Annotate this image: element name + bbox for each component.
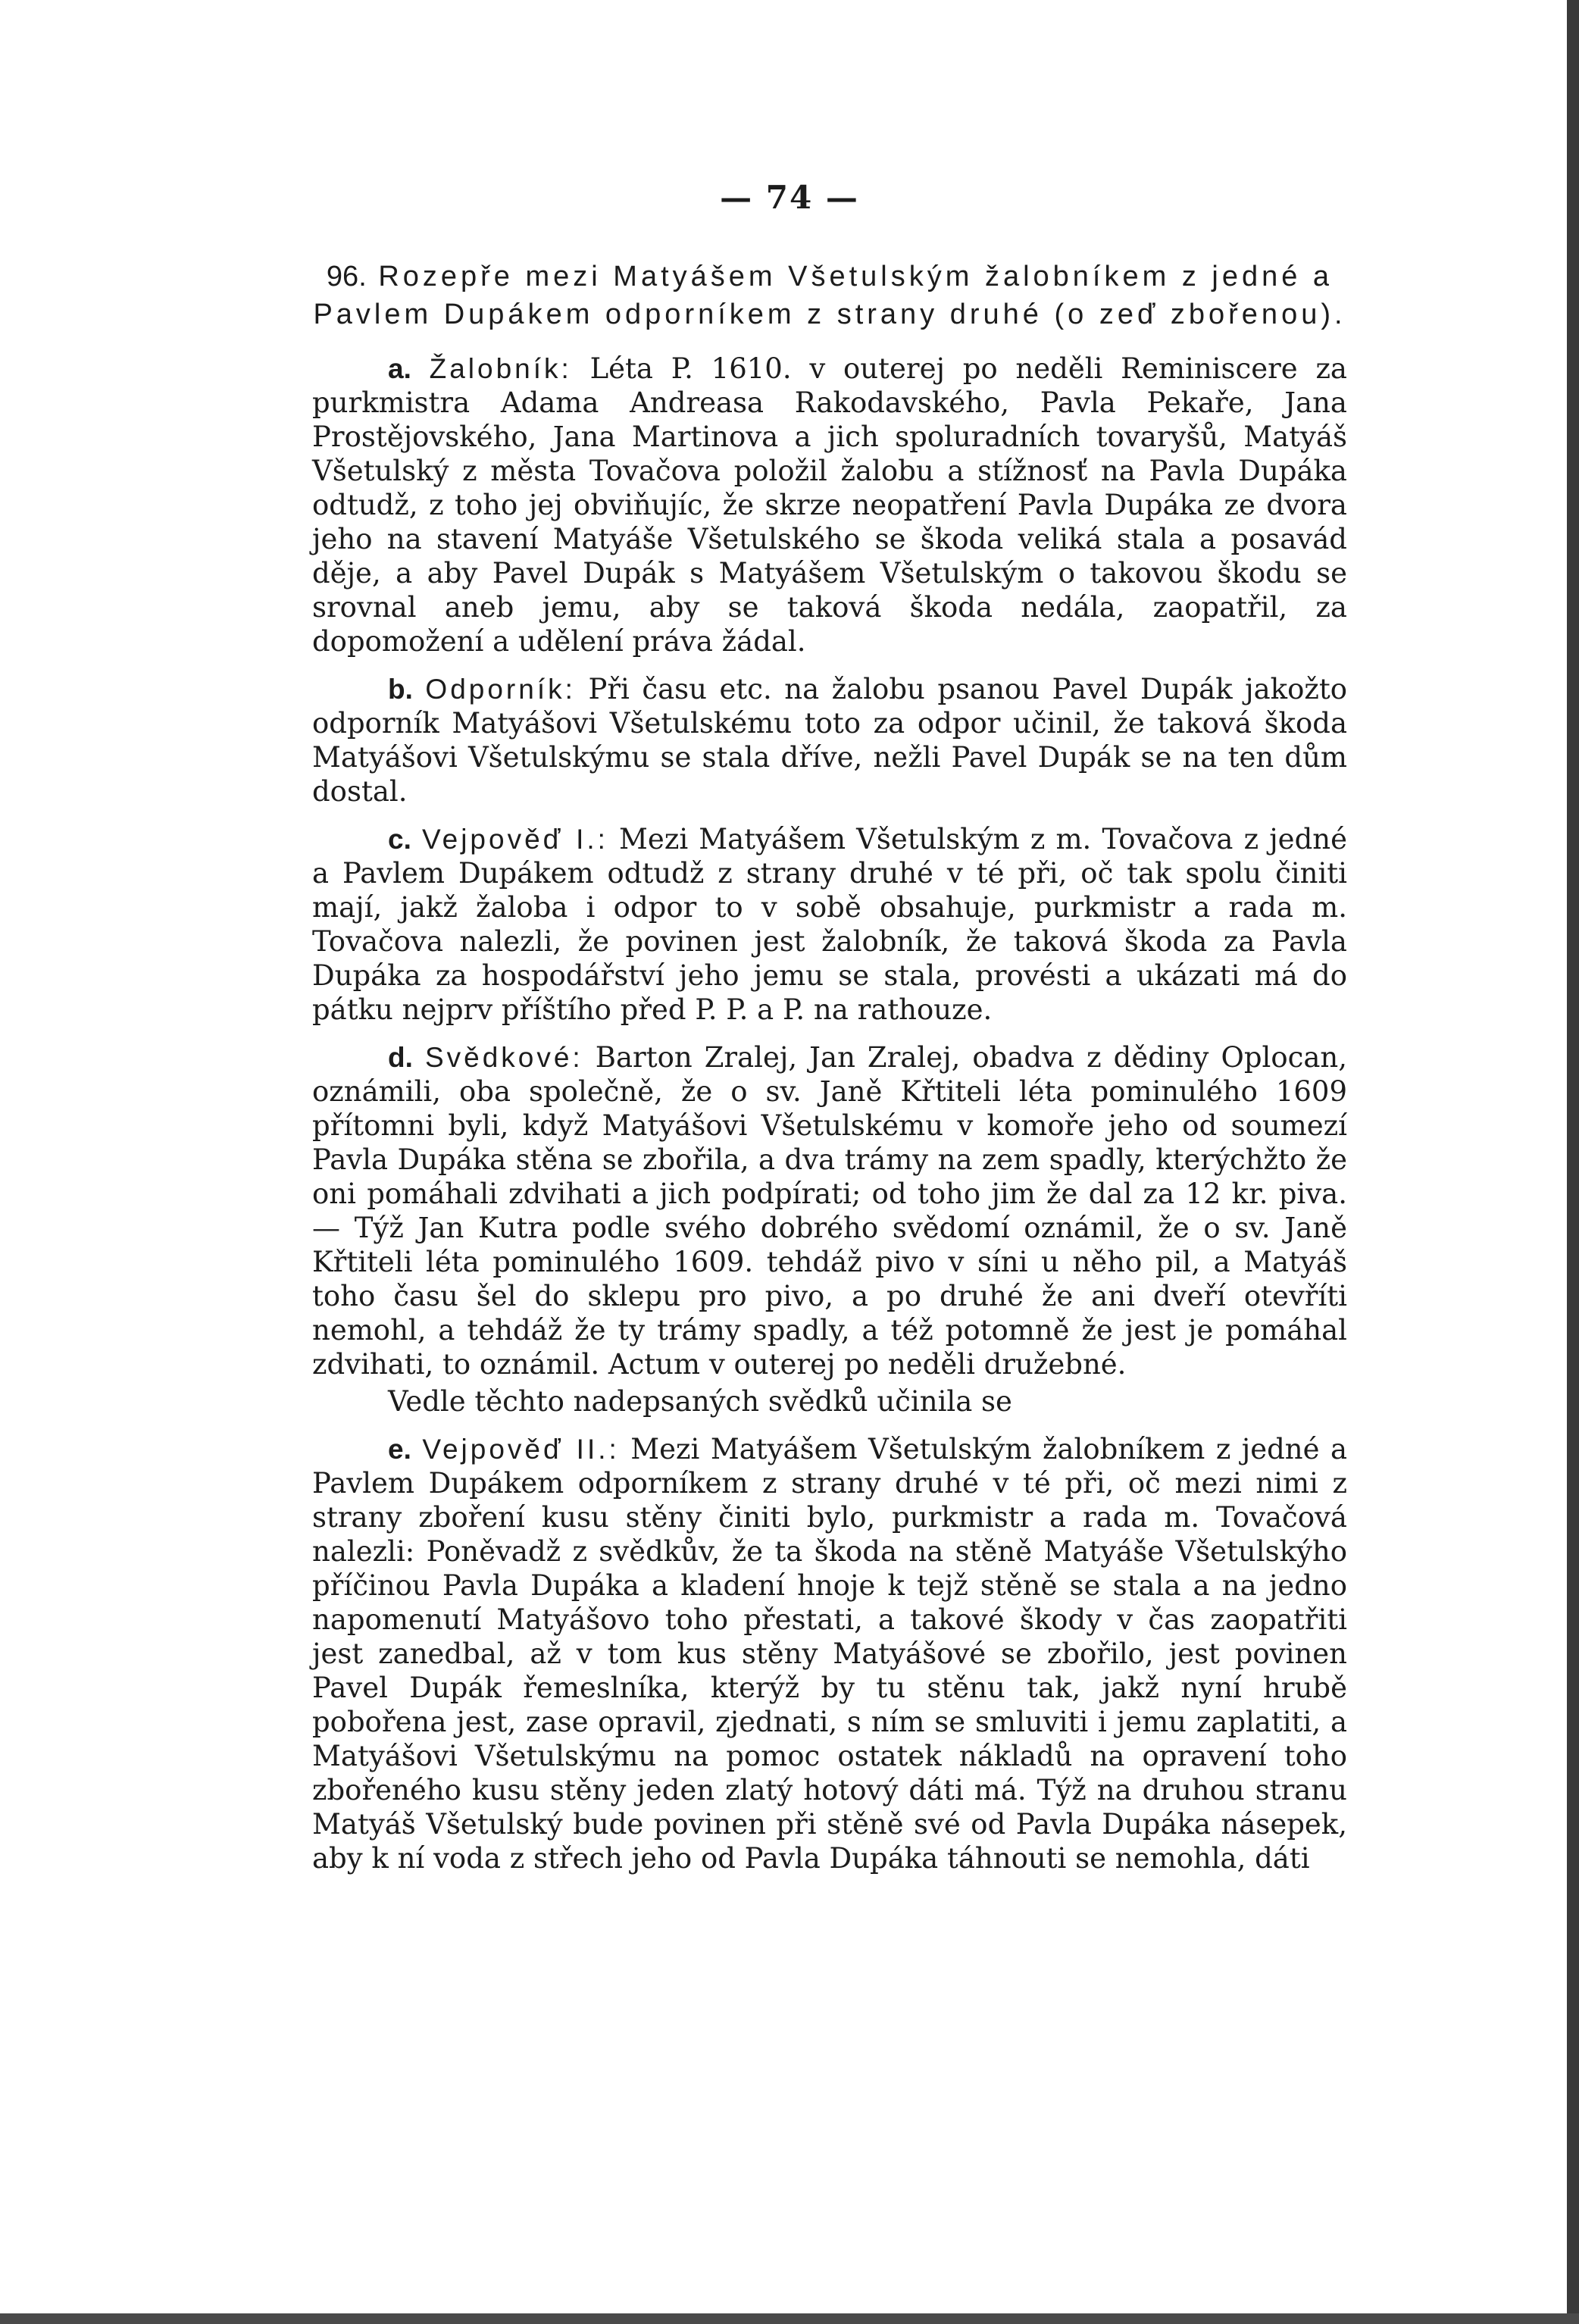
paragraph-letter: d. bbox=[388, 1042, 413, 1073]
paragraph-e bbox=[312, 1432, 1347, 1875]
paragraph-role: Vejpověď II.: bbox=[422, 1434, 620, 1465]
paragraph-role: Odporník: bbox=[425, 674, 576, 705]
paragraph-text: Mezi Matyášem Všetulským žalobníkem z jedné a Pavlem Dupákem odporníkem z strany druhé v té při, oč mezi nimi z strany zboření kusu stěny činiti bylo, purkmistr a rada m. Tovačová nalezli: Poněvadž z svědkův, že ta škoda na stěně Matyáše Všetulskýho příčinou Pavla Dupáka a kladení hnoje k tejž stěně se stala a na jedno napomenutí Matyášovo toho přestati, a takové škody v čas zaopatřiti jest zanedbal, až v tom kus stěny Matyášové se zbořilo, jest povinen Pavel Dupák řemeslníka, kterýž by tu stěnu tak, jakž nyní hrubě pobořena jest, zase opravil, zjednati, s ním se smluviti i jemu zaplatiti, a Matyášovi Všetulskýmu na pomoc ostatek nákladů na opravení toho zbořeného kusu stěny jeden zlatý hotový dáti má. Týž na druhou stranu Matyáš Všetulský bude povinen při stěně své od Pavla Dupáka násepek, aby k ní voda z střech jeho od Pavla Dupáka táhnouti se nemohla, dáti bbox=[312, 1433, 1348, 1875]
page-number: — 74 — bbox=[720, 179, 859, 216]
paragraph-text: Léta P. 1610. v outerej po neděli Reminiscere za purkmistra Adama Andreasa Rakodavského, Pavla Pekaře, Jana Prostějovského, Jana Martinova a jich spoluradních tovaryšů, Matyáš Všetulský z města Tovačova položil žalobu a stížnosť na Pavla Dupáka odtudž, z toho jej obviňujíc, že skrze neopatření Pavla Dupáka ze dvora jeho na stavení Matyáše Všetulského se škoda veliká stala a posavád děje, a aby Pavel Dupák s Matyášem Všetulským o takovou škodu se srovnal aneb jemu, aby se taková škoda nedála, zaopatřil, za dopomožení a udělení práva žádal. bbox=[312, 352, 1347, 658]
text-block bbox=[312, 258, 1347, 1889]
paragraph-c bbox=[312, 822, 1347, 1027]
paragraph-role: Svědkové: bbox=[424, 1042, 583, 1073]
paragraph-text: Při času etc. na žalobu psanou Pavel Dupák jakožto odporník Matyášovi Všetulskému toto za odpor učinil, že taková škoda Matyášovi Všetulskýmu se stala dříve, nežli Pavel Dupák se na ten dům dostal. bbox=[312, 673, 1348, 808]
paragraph-a bbox=[312, 352, 1347, 658]
paragraph-letter: c. bbox=[388, 824, 411, 855]
paragraph-d bbox=[312, 1040, 1347, 1381]
section-title-text: Rozepře mezi Matyášem Všetulským žalobníkem z jedné a Pavlem Dupákem odporníkem z strany druhé (o zeď zbořenou). bbox=[313, 261, 1346, 330]
section-number: 96. bbox=[326, 261, 367, 292]
scan-edge-bottom bbox=[0, 2313, 1579, 2324]
paragraph-text: Mezi Matyášem Všetulským z m. Tovačova z jedné a Pavlem Dupákem odtudž z strany druhé v té při, oč tak spolu činiti mají, jakž žaloba i odpor to v sobě obsahuje, purkmistr a rada m. Tovačova nalezli, že povinen jest žalobník, že taková škoda za Pavla Dupáka za hospodářství jeho jemu se stala, provésti a ukázati má do pátku nejprv příštího před P. P. a P. na rathouze. bbox=[312, 823, 1347, 1026]
paragraph-role: Vejpověď I.: bbox=[422, 824, 608, 855]
paragraph-role: Žalobník: bbox=[429, 353, 572, 384]
paragraph-b bbox=[312, 672, 1347, 809]
scan-edge-right bbox=[1567, 0, 1579, 2324]
continuation-line: Vedle těchto nadepsaných svědků učinila se bbox=[388, 1385, 1012, 1418]
section-title bbox=[312, 258, 1347, 333]
paragraph-letter: a. bbox=[388, 353, 411, 384]
paragraph-letter: b. bbox=[388, 674, 413, 705]
paragraph-text: Barton Zralej, Jan Zralej, obadva z dědiny Oplocan, oznámili, oba společně, že o sv. Janě Křtiteli léta pominulého 1609 přítomni byli, když Matyášovi Všetulskému v komoře jeho od soumezí Pavla Dupáka stěna se zbořila, a dva trámy na zem spadly, kterýchžto že oni pomáhali zdvihati a jich podpírati; od toho jim že dal za 12 kr. piva. — Týž Jan Kutra podle svého dobrého svědomí oznámil, že o sv. Janě Křtiteli léta pominulého 1609. tehdáž pivo v síni u něho pil, a Matyáš toho času šel do sklepu pro pivo, a po druhé že ani dveří otevříti nemohl, a tehdáž že ty trámy spadly, a též potomně že jest je pomáhal zdvihati, to oznámil. Actum v outerej po neděli družebné. bbox=[312, 1041, 1347, 1381]
paragraph-letter: e. bbox=[388, 1434, 411, 1465]
